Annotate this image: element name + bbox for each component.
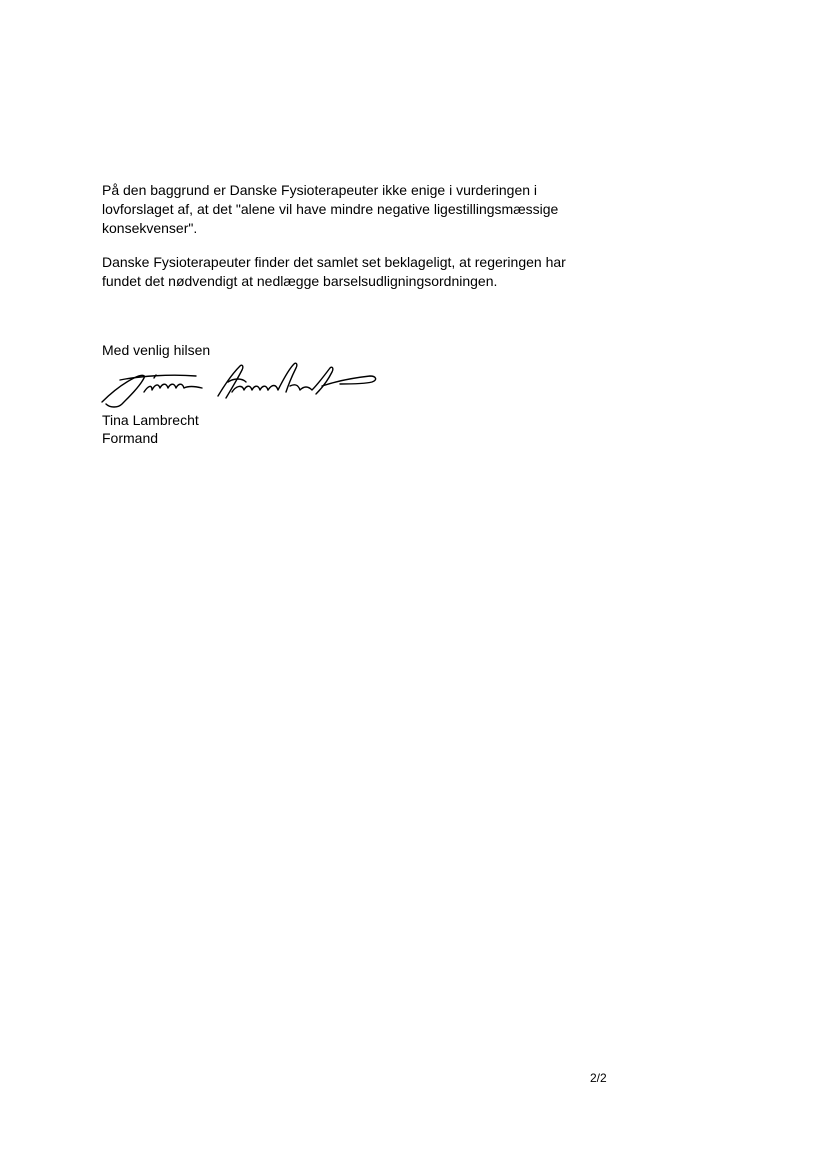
handwritten-signature-icon [100, 356, 390, 412]
closing-salutation: Med venlig hilsen [102, 342, 211, 358]
paragraph-line: lovforslaget af, at det "alene vil have mindre negative ligestillingsmæssige [102, 201, 559, 217]
paragraph-line: konsekvenser". [102, 220, 198, 236]
paragraph-line: Danske Fysioterapeuter finder det samlet set beklageligt, at regeringen har [102, 254, 566, 270]
signer-name: Tina Lambrecht [102, 412, 199, 428]
body-paragraph-2 [102, 253, 622, 291]
page-number: 2/2 [590, 1071, 607, 1085]
paragraph-line: På den baggrund er Danske Fysioterapeuter ikke enige i vurderingen i [102, 182, 538, 198]
body-paragraph-1 [102, 181, 622, 238]
signer-title: Formand [102, 430, 159, 446]
paragraph-line: fundet det nødvendigt at nedlægge barselsudligningsordningen. [102, 273, 498, 289]
